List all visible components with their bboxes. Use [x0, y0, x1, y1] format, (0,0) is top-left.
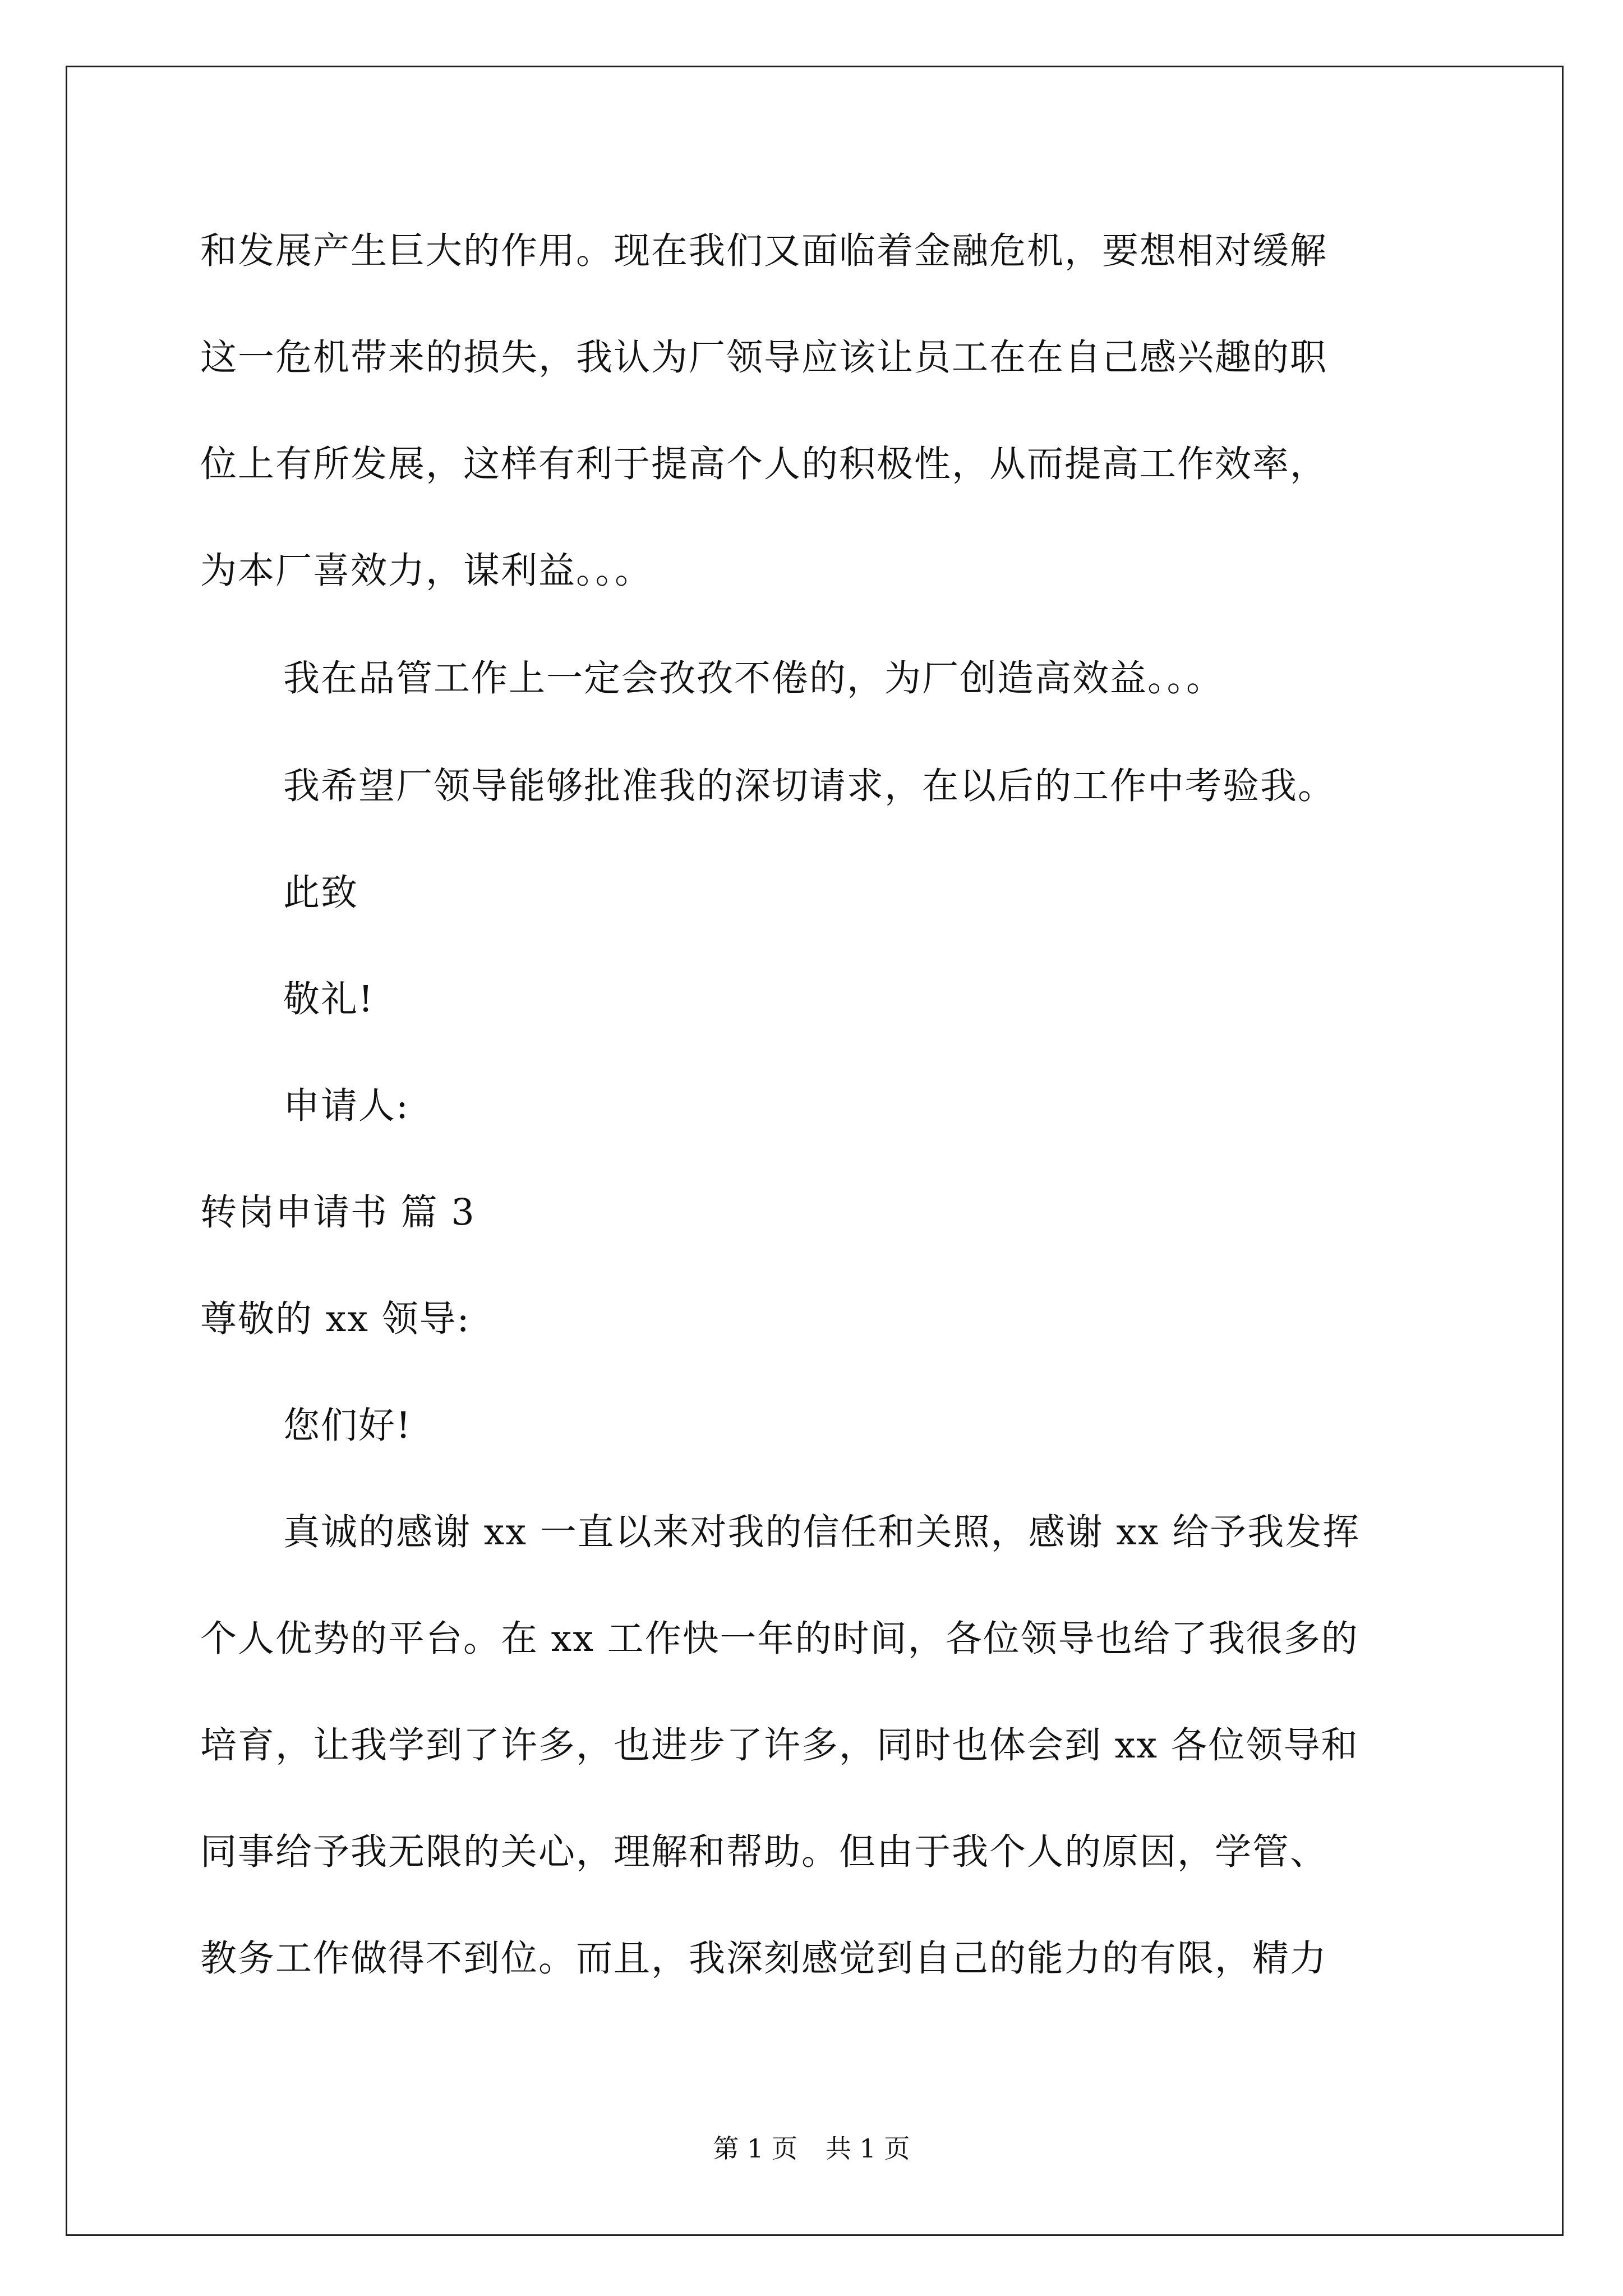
paragraph-line: 同事给予我无限的关心，理解和帮助。但由于我个人的原因，学管、 [200, 1831, 1328, 1873]
paragraph-line: 我在品管工作上一定会孜孜不倦的，为厂创造高效益。。。 [283, 657, 1224, 700]
paragraph-line: 位上有所发展，这样有利于提高个人的积极性，从而提高工作效率， [200, 443, 1328, 485]
paragraph-line: 个人优势的平台。在 xx 工作快一年的时间，各位领导也给了我很多的 [200, 1618, 1359, 1660]
applicant-label: 申请人: [283, 1085, 409, 1127]
paragraph-line: 培育，让我学到了许多，也进步了许多，同时也体会到 xx 各位领导和 [200, 1724, 1359, 1766]
paragraph-line: 真诚的感谢 xx 一直以来对我的信任和关照，感谢 xx 给予我发挥 [283, 1511, 1361, 1553]
page-count: 共 1 页 [826, 2133, 910, 2164]
page-border [66, 66, 1564, 2236]
paragraph-line: 教务工作做得不到位。而且，我深刻感觉到自己的能力的有限，精力 [200, 1938, 1328, 1980]
section-heading: 转岗申请书 篇 3 [200, 1191, 476, 1234]
closing-salutation: 此致 [283, 872, 359, 914]
paragraph-line: 为本厂喜效力，谋利益。。。 [200, 550, 653, 592]
greeting: 尊敬的 xx 领导: [200, 1298, 471, 1340]
page-footer [0, 2132, 1623, 2165]
page-number: 第 1 页 [713, 2133, 797, 2164]
paragraph-line: 我希望厂领导能够批准我的深切请求，在以后的工作中考验我。 [283, 765, 1336, 807]
paragraph-line: 这一危机带来的损失，我认为厂领导应该让员工在在自己感兴趣的职 [200, 337, 1328, 379]
closing-regards: 敬礼! [283, 978, 375, 1020]
paragraph-line: 和发展产生巨大的作用。现在我们又面临着金融危机，要想相对缓解 [200, 230, 1328, 272]
greeting-line: 您们好! [283, 1405, 412, 1447]
